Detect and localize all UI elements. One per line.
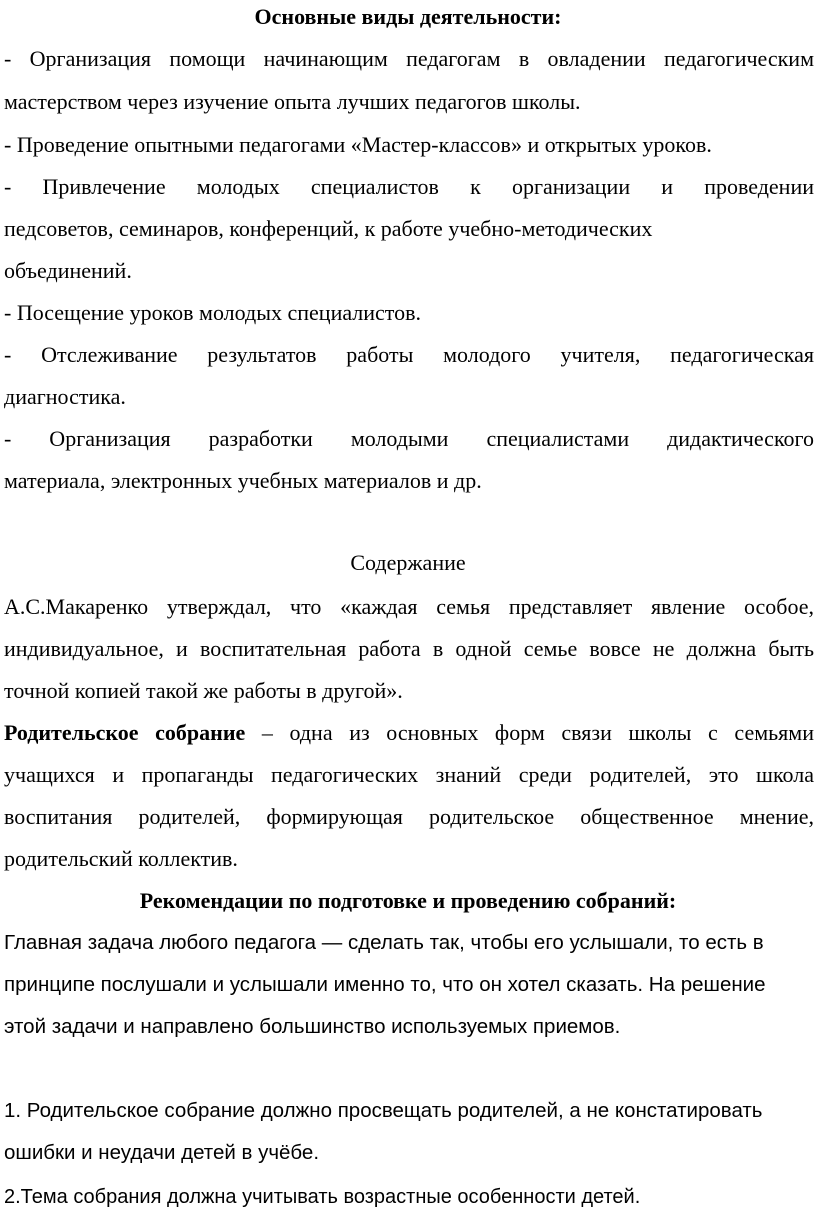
activities-line: - Посещение уроков молодых специалистов.: [4, 300, 422, 325]
activities-line: педсоветов, семинаров, конференций, к работе учебно-методических: [4, 216, 653, 241]
quote-line: точной копией такой же работы в другой».: [4, 678, 403, 703]
activities-line: - Проведение опытными педагогами «Мастер-классов» и открытых уроков.: [4, 132, 712, 157]
definition-line: учащихся и пропаганды педагогических знаний среди родителей, это школа: [4, 762, 814, 787]
definition-term: Родительское собрание: [4, 720, 246, 745]
activities-line: мастерством через изучение опыта лучших педагогов школы.: [4, 89, 581, 114]
activities-line: - Отслеживание результатов работы молодого учителя, педагогическая: [4, 342, 814, 367]
activities-line: диагностика.: [4, 384, 126, 409]
activities-line: - Привлечение молодых специалистов к организации и проведении: [4, 174, 814, 199]
activities-line: - Организация помощи начинающим педагогам в овладении педагогическим: [4, 46, 814, 71]
intro-line: принципе послушали и услышали именно то, что он хотел сказать. На решение: [4, 973, 766, 996]
quote-line: А.С.Макаренко утверждал, что «каждая семья представляет явление особое,: [4, 594, 814, 619]
definition-line: воспитания родителей, формирующая родительское общественное мнение,: [4, 804, 814, 829]
intro-line: этой задачи и направлено большинство используемых приемов.: [4, 1015, 621, 1038]
activities-line: - Организация разработки молодыми специалистами дидактического: [4, 426, 814, 451]
definition-first-line: [4, 720, 814, 746]
content-heading: Содержание: [350, 550, 466, 575]
intro-line: Главная задача любого педагога — сделать так, чтобы его услышали, то есть в: [4, 931, 764, 954]
recommendation-item-2: 2.Тема собрания должна учитывать возрастные особенности детей.: [4, 1186, 641, 1208]
definition-text: – одна из основных форм связи школы с семьями: [245, 720, 814, 745]
activities-line: объединений.: [4, 258, 132, 283]
recommendations-heading: Рекомендации по подготовке и проведению собраний:: [139, 888, 677, 913]
recommendation-item-1-cont: ошибки и неудачи детей в учёбе.: [4, 1141, 320, 1164]
recommendation-item-1: 1. Родительское собрание должно просвещать родителей, а не констатировать: [4, 1099, 763, 1122]
definition-line: родительский коллектив.: [4, 846, 238, 871]
activities-heading: Основные виды деятельности:: [254, 4, 562, 29]
quote-line: индивидуальное, и воспитательная работа в одной семье вовсе не должна быть: [4, 636, 814, 661]
activities-line: материала, электронных учебных материалов и др.: [4, 468, 482, 493]
